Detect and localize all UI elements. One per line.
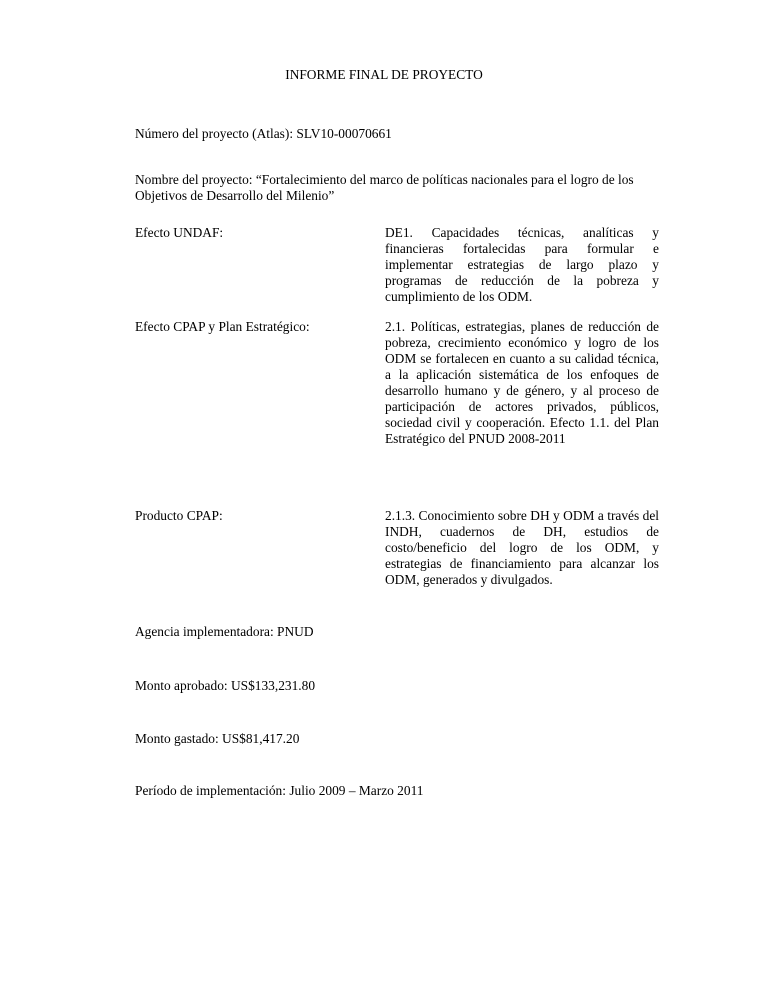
implementing-agency: Agencia implementadora: PNUD [135,624,314,639]
implementation-period: Período de implementación: Julio 2009 – Marzo 2011 [135,783,424,798]
cpap-product-label: Producto CPAP: [135,508,223,523]
cpap-effect-label: Efecto CPAP y Plan Estratégico: [135,319,310,334]
cpap-product-value: 2.1.3. Conocimiento sobre DH y ODM a través del INDH, cuadernos de DH, estudios de costo/beneficio del logro de los ODM, y estrategias de financiamiento para alcanzar los ODM, generados y divulgados. [385,508,659,587]
approved-amount: Monto aprobado: US$133,231.80 [135,678,316,693]
undaf-value: DE1. Capacidades técnicas, analíticas y financieras fortalecidas para formular e implementar estrategias de largo plazo y programas de reducción de la pobreza y cumplimiento de los ODM. [385,225,659,304]
project-name: Nombre del proyecto: “Fortalecimiento del marco de políticas nacionales para el logro de los Objetivos de Desarrollo del Milenio” [135,172,634,203]
cpap-effect-value: 2.1. Políticas, estrategias, planes de reducción de pobreza, crecimiento económico y logro de los ODM se fortalecen en cuanto a su calidad técnica, a la aplicación sistemática de los enfoques de desarrollo humano y de género, y al proceso de participación de actores privados, públicos, sociedad civil y cooperación. Efecto 1.1. del Plan Estratégico del PNUD 2008-2011 [385,319,659,446]
spent-amount: Monto gastado: US$81,417.20 [135,731,300,746]
undaf-label: Efecto UNDAF: [135,225,224,240]
document-title: INFORME FINAL DE PROYECTO [285,67,483,82]
project-number: Número del proyecto (Atlas): SLV10-00070661 [135,126,392,141]
